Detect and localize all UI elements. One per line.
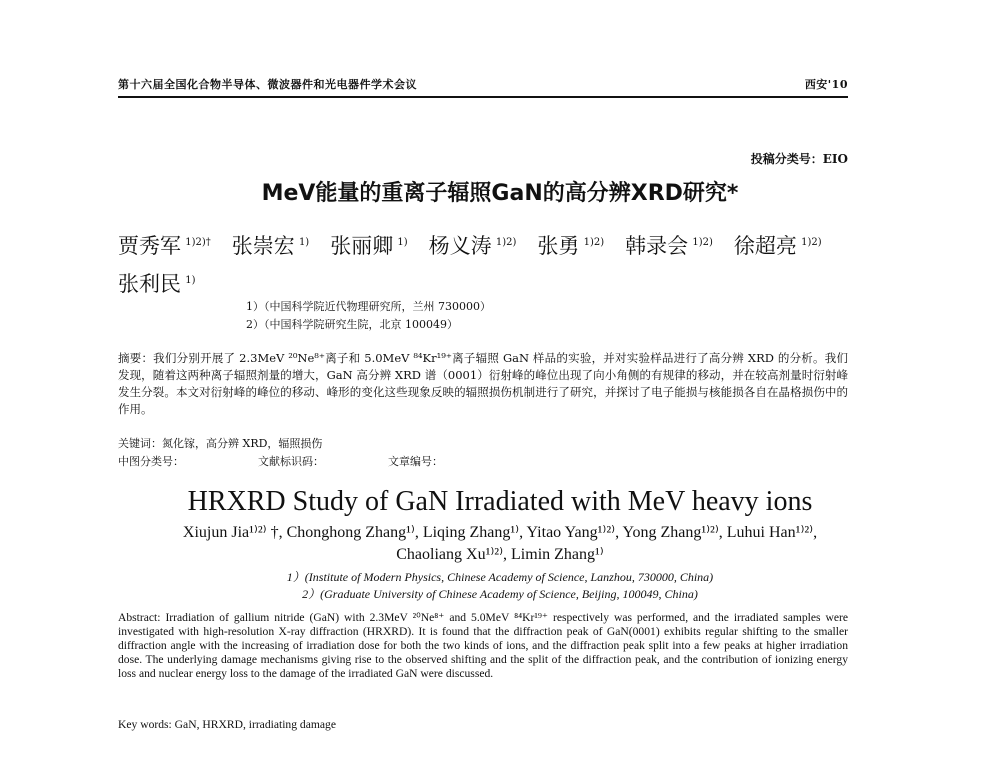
author-affiliation-mark: 1)2) xyxy=(801,237,822,248)
author-affiliation-mark: 1) xyxy=(185,275,196,286)
english-keywords: Key words: GaN, HRXRD, irradiating damage xyxy=(118,718,336,731)
english-authors-line1: Xiujun Jia¹⁾²⁾ †, Chonghong Zhang¹⁾, Liqing Zhang¹⁾, Yitao Yang¹⁾²⁾, Yong Zhang¹⁾²⁾, Luhui Han¹⁾²⁾, xyxy=(182,524,818,541)
chinese-keywords: 关键词：氮化镓，高分辨 XRD，辐照损伤 xyxy=(118,437,323,450)
chinese-affiliation-1: 1）（中国科学院近代物理研究所，兰州 730000） xyxy=(246,300,491,313)
author-affiliation-mark: 1) xyxy=(298,237,310,248)
chinese-affiliation-2: 2）（中国科学院研究生院，北京 100049） xyxy=(246,318,458,331)
author-affiliation-mark: 1)2)† xyxy=(185,237,211,248)
clc-label: 中图分类号： xyxy=(118,455,184,468)
english-affiliation-1: 1）(Institute of Modern Physics, Chinese Academy of Science, Lanzhou, 730000, China) xyxy=(286,570,714,584)
english-abstract: Abstract: Irradiation of gallium nitride (GaN) with 2.3MeV ²⁰Ne⁸⁺ and 5.0MeV ⁸⁴Kr¹⁹⁺ respectively was performed, and the irradiated samples were investigated with high-resolution X-ray diffraction (HRXRD). It is found that the diffraction peak of GaN(0001) exhibits regular shifting to the smaller diffraction angle with the increasing of irradiation dose for both the two kinds of ions, and the diffraction peak split into a few peaks at higher irradiation dose. The underlying damage mechanisms giving rise to the observed shifting and the split of the diffraction peak, and the contribution of ionizing energy loss and nuclear energy loss to the damage of the irradiated GaN were discussed. xyxy=(118,611,848,680)
chinese-author: 张勇 xyxy=(537,234,580,258)
chinese-author: 张丽卿 xyxy=(330,234,394,258)
chinese-author: 杨义涛 xyxy=(428,234,492,258)
classification-number: 投稿分类号：EIO xyxy=(750,152,848,166)
conference-header: 第十六届全国化合物半导体、微波器件和光电器件学术会议 xyxy=(118,78,417,91)
chinese-authors-line2 xyxy=(118,268,195,298)
english-authors-line2: Chaoliang Xu¹⁾²⁾, Limin Zhang¹⁾ xyxy=(396,546,604,563)
header-rule xyxy=(118,96,848,98)
author-affiliation-mark: 1)2) xyxy=(583,237,605,248)
chinese-author: 张崇宏 xyxy=(231,234,295,258)
chinese-author: 徐超亮 xyxy=(733,234,797,258)
chinese-authors-line1 xyxy=(118,230,822,260)
chinese-author: 韩录会 xyxy=(625,234,689,258)
chinese-abstract: 摘要：我们分别开展了 2.3MeV ²⁰Ne⁸⁺离子和 5.0MeV ⁸⁴Kr¹⁹⁺离子辐照 GaN 样品的实验，并对实验样品进行了高分辨 XRD 的分析。我们发现，随着这两种离子辐照剂量的增大，GaN 高分辨 XRD 谱（0001）衍射峰的峰位出现了向小角侧的有规律的移动，并在较高剂量时衍射峰发生分裂。本文对衍射峰的峰位的移动、峰形的变化这些现象反映的辐照损伤机制进行了研究，并探讨了电子能损与核能损各自在晶格损伤中的作用。 xyxy=(118,351,848,416)
english-affiliation-2: 2）(Graduate University of Chinese Academy of Science, Beijing, 100049, China) xyxy=(302,587,698,601)
english-title: HRXRD Study of GaN Irradiated with MeV heavy ions xyxy=(187,486,813,517)
location-year: 西安'10 xyxy=(804,78,848,91)
author-affiliation-mark: 1) xyxy=(397,237,408,248)
author-affiliation-mark: 1)2) xyxy=(495,237,517,248)
doc-code-label: 文献标识码： xyxy=(258,455,324,468)
chinese-author: 张利民 xyxy=(118,272,181,296)
author-affiliation-mark: 1)2) xyxy=(692,237,713,248)
chinese-author: 贾秀军 xyxy=(118,234,181,258)
article-number-label: 文章编号： xyxy=(388,455,443,468)
chinese-title: MeV能量的重离子辐照GaN的高分辨XRD研究* xyxy=(261,181,739,206)
